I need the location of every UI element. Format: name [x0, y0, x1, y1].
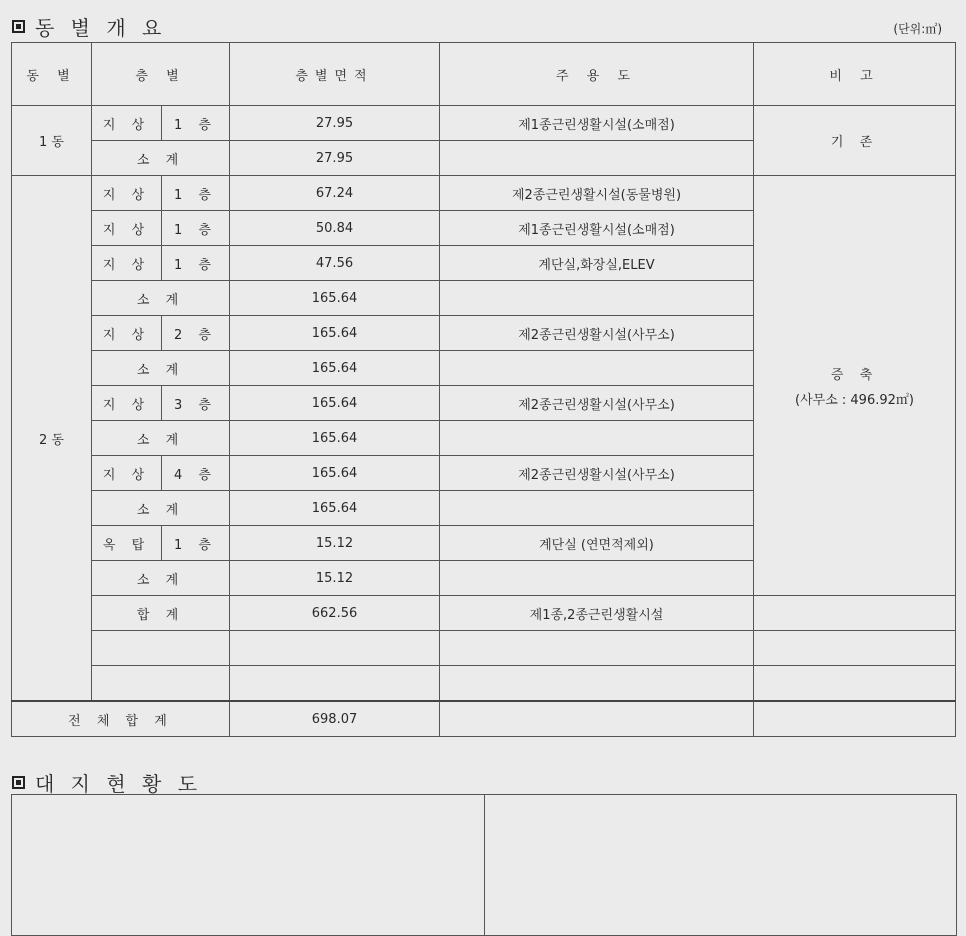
use-cell: [440, 491, 754, 526]
floor-number-cell: 2 층: [162, 316, 230, 351]
section-title-text: 대 지 현 황 도: [35, 772, 203, 796]
dong-label-cell: 2 동: [12, 176, 92, 702]
grand-total-area-cell: 698.07: [230, 701, 440, 737]
note-cell: 기 존: [754, 106, 956, 176]
area-cell: 165.64: [230, 456, 440, 491]
site-plan-right-panel: [485, 795, 957, 935]
floor-type-cell: 옥 탑: [92, 526, 162, 561]
header-note: 비 고: [754, 43, 956, 106]
header-use: 주 용 도: [440, 43, 754, 106]
empty-cell: [440, 666, 754, 702]
square-bullet-icon: [12, 776, 25, 789]
floor-number-cell: 1 층: [162, 211, 230, 246]
empty-cell: [230, 631, 440, 666]
use-cell: [440, 141, 754, 176]
empty-cell: [92, 666, 230, 702]
area-cell: 27.95: [230, 141, 440, 176]
use-cell: 제2종근린생활시설(사무소): [440, 316, 754, 351]
grand-total-row: [12, 701, 956, 737]
section-title-site-plan: [12, 768, 202, 797]
area-cell: 50.84: [230, 211, 440, 246]
floor-type-cell: 지 상: [92, 246, 162, 281]
header-floor: 층 별: [92, 43, 230, 106]
table-row: [12, 176, 956, 211]
floor-type-cell: 지 상: [92, 211, 162, 246]
site-plan-left-panel: [12, 795, 485, 935]
subtotal-label-cell: 소 계: [92, 281, 230, 316]
note-cell-empty: [754, 596, 956, 631]
note-line-1: 증 축: [830, 367, 879, 383]
unit-label: (단위:㎡): [893, 22, 942, 36]
use-cell: [440, 281, 754, 316]
grand-total-label-cell: 전 체 합 계: [12, 701, 230, 737]
header-dong: 동 별: [12, 43, 92, 106]
site-plan-frame: [11, 794, 957, 936]
area-cell: 165.64: [230, 491, 440, 526]
header-row: [12, 43, 956, 106]
subtotal-label-cell: 소 계: [92, 491, 230, 526]
use-cell: 제1종근린생활시설(소매점): [440, 211, 754, 246]
floor-number-cell: 4 층: [162, 456, 230, 491]
dong-label-cell: 1 동: [12, 106, 92, 176]
area-cell: 15.12: [230, 526, 440, 561]
floor-number-cell: 3 층: [162, 386, 230, 421]
empty-cell: [440, 701, 754, 737]
use-cell: [440, 561, 754, 596]
floor-number-cell: 1 층: [162, 526, 230, 561]
use-cell: [440, 351, 754, 386]
note-line-2: (사무소 : 496.92㎡): [795, 392, 914, 408]
area-cell: 165.64: [230, 386, 440, 421]
floor-type-cell: 지 상: [92, 176, 162, 211]
note-cell: [754, 176, 956, 596]
area-cell: 47.56: [230, 246, 440, 281]
area-cell: 165.64: [230, 351, 440, 386]
subtotal-label-cell: 소 계: [92, 351, 230, 386]
use-cell: 제2종근린생활시설(사무소): [440, 386, 754, 421]
table-row: [12, 596, 956, 631]
use-cell: [440, 421, 754, 456]
floor-number-cell: 1 층: [162, 246, 230, 281]
subtotal-label-cell: 소 계: [92, 561, 230, 596]
use-cell: 제2종근린생활시설(동물병원): [440, 176, 754, 211]
table-row: [12, 106, 956, 141]
subtotal-label-cell: 합 계: [92, 596, 230, 631]
empty-cell: [440, 631, 754, 666]
building-summary-table: [11, 42, 956, 737]
floor-type-cell: 지 상: [92, 106, 162, 141]
use-cell: 계단실,화장실,ELEV: [440, 246, 754, 281]
area-cell: 165.64: [230, 421, 440, 456]
area-cell: 662.56: [230, 596, 440, 631]
square-bullet-icon: [12, 20, 25, 33]
floor-number-cell: 1 층: [162, 176, 230, 211]
section-title-text: 동 별 개 요: [35, 16, 167, 40]
subtotal-label-cell: 소 계: [92, 421, 230, 456]
floor-type-cell: 지 상: [92, 316, 162, 351]
empty-cell: [754, 631, 956, 666]
empty-cell: [230, 666, 440, 702]
empty-cell: [754, 701, 956, 737]
area-cell: 27.95: [230, 106, 440, 141]
empty-cell: [92, 631, 230, 666]
section-title-building-summary: [12, 12, 166, 41]
floor-type-cell: 지 상: [92, 386, 162, 421]
area-cell: 67.24: [230, 176, 440, 211]
floor-number-cell: 1 층: [162, 106, 230, 141]
use-cell: 제2종근린생활시설(사무소): [440, 456, 754, 491]
subtotal-label-cell: 소 계: [92, 141, 230, 176]
floor-type-cell: 지 상: [92, 456, 162, 491]
area-cell: 165.64: [230, 316, 440, 351]
use-cell: 제1종근린생활시설(소매점): [440, 106, 754, 141]
use-cell: 계단실 (연면적제외): [440, 526, 754, 561]
empty-row: [12, 666, 956, 702]
area-cell: 165.64: [230, 281, 440, 316]
area-cell: 15.12: [230, 561, 440, 596]
use-cell: 제1종,2종근린생활시설: [440, 596, 754, 631]
header-area: 층별면적: [230, 43, 440, 106]
empty-cell: [754, 666, 956, 702]
empty-row: [12, 631, 956, 666]
